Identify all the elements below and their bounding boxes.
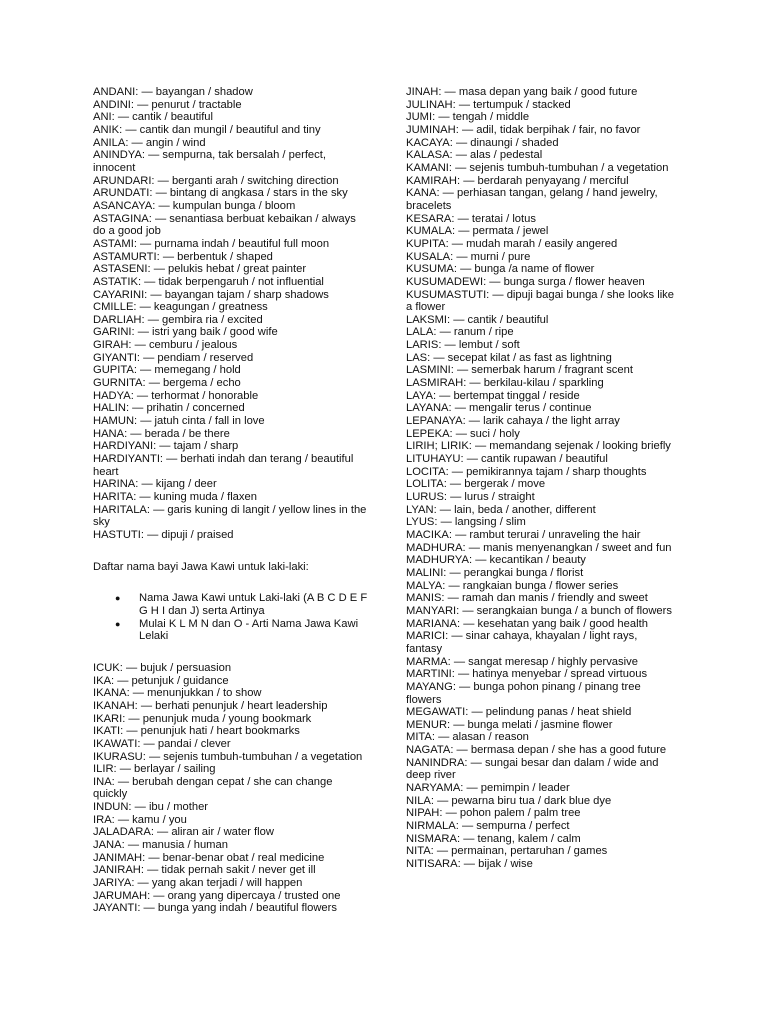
name-entry: LITUHAYU: — cantik rupawan / beautiful [406, 453, 608, 466]
list-item[interactable] [93, 592, 368, 617]
link-list [93, 592, 368, 643]
name-entry: GARINI: — istri yang baik / good wife [93, 326, 278, 339]
name-entry: LAYA: — bertempat tinggal / reside [406, 389, 580, 402]
name-entry: ANINDYA: — sempurna, tak bersalah / perfect, innocent [93, 149, 326, 174]
name-entry: NANINDRA: — sungai besar dan dalam / wide and deep river [406, 756, 659, 782]
name-entry: GURNITA: — bergema / echo [93, 377, 241, 390]
name-entry: HARDIYANI: — tajam / sharp [93, 440, 239, 453]
name-entry: JAYANTI: — bunga yang indah / beautiful flowers [93, 902, 337, 915]
name-entry: CMILLE: — keagungan / greatness [93, 301, 268, 314]
name-entry: MALINI: — perangkai bunga / florist [406, 566, 584, 579]
name-entry: NARYAMA: — pemimpin / leader [406, 782, 570, 795]
name-entry: NILA: — pewarna biru tua / dark blue dye [406, 794, 612, 807]
name-entry: JANIMAH: — benar-benar obat / real medicine [93, 851, 325, 864]
name-entry: KUSUMADEWI: — bunga surga / flower heaven [406, 275, 645, 288]
name-entry: ASTASENI: — pelukis hebat / great painter [93, 263, 307, 276]
name-entry: KESARA: — teratai / lotus [406, 212, 536, 225]
name-list-j-n [406, 86, 676, 871]
name-entry: GUPITA: — memegang / hold [93, 364, 241, 377]
name-entry: JUMI: — tengah / middle [406, 111, 530, 124]
name-entry: HARITALA: — garis kuning di langit / yellow lines in the sky [93, 503, 367, 529]
name-entry: NAGATA: — bermasa depan / she has a good future [406, 744, 667, 757]
name-entry: ANILA: — angin / wind [93, 136, 206, 149]
bullet-text: Nama Jawa Kawi untuk Laki-laki (A B C D E F G H I dan J) serta Artinya [139, 592, 368, 617]
name-entry: JALADARA: — aliran air / water flow [93, 826, 274, 839]
name-entry: JARIYA: — yang akan terjadi / will happen [93, 877, 303, 890]
name-entry: JARUMAH: — orang yang dipercaya / trusted one [93, 889, 341, 902]
name-entry: MANIS: — ramah dan manis / friendly and sweet [406, 592, 648, 605]
name-entry: HARINA: — kijang / deer [93, 478, 217, 491]
name-entry: NIRMALA: — sempurna / perfect [406, 820, 570, 833]
name-entry: LASMIRAH: — berkilau-kilau / sparkling [406, 377, 604, 390]
name-entry: ANIK: — cantik dan mungil / beautiful and tiny [93, 123, 321, 136]
name-entry: JINAH: — masa depan yang baik / good future [406, 86, 638, 98]
name-entry: ANI: — cantik / beautiful [93, 111, 214, 124]
name-entry: GIYANTI: — pendiam / reserved [93, 351, 254, 364]
name-entry: IKAWATI: — pandai / clever [93, 737, 231, 750]
spacer [93, 643, 368, 662]
name-entry: KANA: — perhiasan tangan, gelang / hand jewelry, bracelets [406, 187, 658, 212]
name-entry: IKURASU: — sejenis tumbuh-tumbuhan / a vegetation [93, 750, 363, 763]
name-entry: KAMANI: — sejenis tumbuh-tumbuhan / a vegetation [406, 161, 669, 174]
name-entry: LURUS: — lurus / straight [406, 491, 535, 503]
name-entry: LALA: — ranum / ripe [406, 326, 514, 339]
name-entry: ASTATIK: — tidak berpengaruh / not influential [93, 275, 324, 288]
name-entry: MITA: — alasan / reason [406, 731, 529, 744]
name-entry: MENUR: — bunga melati / jasmine flower [406, 718, 613, 731]
name-entry: KALASA: — alas / pedestal [406, 149, 543, 162]
name-entry: MARIANA: — kesehatan yang baik / good health [406, 617, 648, 630]
name-entry: ANDINI: — penurut / tractable [93, 98, 242, 111]
name-entry: INA: — berubah dengan cepat / she can change quickly [93, 775, 333, 801]
name-entry: IKANAH: — berhati penunjuk / heart leadership [93, 699, 328, 712]
name-list-female-a-h [93, 86, 368, 542]
name-entry: MADHURYA: — kecantikan / beauty [406, 554, 586, 567]
name-entry: ASTAGINA: — senantiasa berbuat kebaikan / always do a good job [93, 212, 356, 238]
name-entry: ASTAMI: — purnama indah / beautiful full moon [93, 237, 330, 250]
name-entry: HARITA: — kuning muda / flaxen [93, 491, 257, 503]
name-entry: NISMARA: — tenang, kalem / calm [406, 832, 581, 845]
name-entry: LAYANA: — mengalir terus / continue [406, 402, 592, 415]
name-entry: ILIR: — berlayar / sailing [93, 763, 216, 776]
name-entry: MARICI: — sinar cahaya, khayalan / light rays, fantasy [406, 630, 638, 655]
name-entry: JUMINAH: — adil, tidak berpihak / fair, no favor [406, 123, 641, 136]
name-entry: MEGAWATI: — pelindung panas / heat shield [406, 706, 632, 719]
bullet-icon: ● [115, 618, 121, 629]
name-entry: KUMALA: — permata / jewel [406, 225, 549, 238]
name-entry: KACAYA: — dinaungi / shaded [406, 136, 559, 149]
name-entry: LAS: — secepat kilat / as fast as lightning [406, 351, 612, 364]
name-entry: LEPANAYA: — larik cahaya / the light array [406, 415, 620, 428]
name-entry: NITISARA: — bijak / wise [406, 858, 533, 871]
name-entry: LASMINI: — semerbak harum / fragrant scent [406, 364, 633, 377]
name-entry: MADHURA: — manis menyenangkan / sweet and fun [406, 541, 672, 554]
name-entry: KAMIRAH: — berdarah penyayang / merciful [406, 174, 629, 187]
bullet-text: Mulai K L M N dan O - Arti Nama Jawa Kawi Lelaki [139, 617, 359, 643]
name-entry: LOCITA: — pemikirannya tajam / sharp thoughts [406, 465, 647, 478]
name-entry: ANDANI: — bayangan / shadow [93, 86, 253, 98]
name-entry: LYUS: — langsing / slim [406, 516, 526, 529]
list-item[interactable] [93, 618, 368, 643]
name-entry: MARMA: — sangat meresap / highly pervasive [406, 655, 638, 668]
name-entry: KUSUMA: — bunga /a name of flower [406, 263, 595, 276]
name-entry: JULINAH: — tertumpuk / stacked [406, 98, 571, 111]
name-entry: DARLIAH: — gembira ria / excited [93, 313, 263, 326]
name-entry: LYAN: — lain, beda / another, different [406, 503, 596, 516]
name-entry: HANA: — berada / be there [93, 427, 230, 440]
name-entry: KUPITA: — mudah marah / easily angered [406, 237, 618, 250]
name-entry: ARUNDATI: — bintang di angkasa / stars in the sky [93, 187, 348, 200]
name-entry: NITA: — permainan, pertaruhan / games [406, 845, 608, 858]
name-entry: HADYA: — terhormat / honorable [93, 389, 259, 402]
name-entry: ARUNDARI: — berganti arah / switching direction [93, 174, 339, 187]
name-entry: INDUN: — ibu / mother [93, 801, 209, 814]
name-entry: IKATI: — penunjuk hati / heart bookmarks [93, 725, 300, 738]
name-entry: LOLITA: — bergerak / move [406, 478, 546, 491]
name-entry: LEPEKA: — suci / holy [406, 427, 520, 440]
name-entry: HASTUTI: — dipuji / praised [93, 528, 234, 541]
name-entry: HAMUN: — jatuh cinta / fall in love [93, 415, 265, 428]
name-entry: MARTINI: — hatinya menyebar / spread virtuous [406, 668, 648, 681]
left-column [93, 86, 368, 915]
name-entry: IKARI: — penunjuk muda / young bookmark [93, 712, 312, 725]
name-entry: HALIN: — prihatin / concerned [93, 402, 245, 415]
right-column [406, 86, 676, 871]
bullet-icon: ● [115, 593, 121, 604]
name-entry: ASTAMURTI: — berbentuk / shaped [93, 250, 273, 263]
name-list-i-j [93, 662, 368, 915]
name-entry: LIRIH; LIRIK: — memandang sejenak / looking briefly [406, 440, 671, 453]
name-entry: GIRAH: — cemburu / jealous [93, 339, 238, 352]
name-entry: JANIRAH: — tidak pernah sakit / never get ill [93, 864, 316, 877]
section-heading: Daftar nama bayi Jawa Kawi untuk laki-laki: [93, 560, 309, 573]
name-entry: IKANA: — menunjukkan / to show [93, 687, 262, 700]
name-entry: MACIKA: — rambut terurai / unraveling the hair [406, 528, 641, 541]
name-entry: ICUK: — bujuk / persuasion [93, 661, 232, 674]
name-entry: KUSUMASTUTI: — dipuji bagai bunga / she looks like a flower [406, 288, 674, 314]
name-entry: CAYARINI: — bayangan tajam / sharp shadows [93, 288, 329, 301]
name-entry: MALYA: — rangkaian bunga / flower series [406, 579, 619, 592]
name-entry: IRA: — kamu / you [93, 813, 187, 826]
name-entry: HARDIYANTI: — berhati indah dan terang / beautiful heart [93, 453, 354, 478]
spacer [93, 542, 368, 561]
name-entry: NIPAH: — pohon palem / palm tree [406, 807, 581, 820]
spacer [93, 573, 368, 592]
name-entry: MANYARI: — serangkaian bunga / a bunch of flowers [406, 604, 672, 617]
name-entry: KUSALA: — murni / pure [406, 250, 531, 263]
name-entry: IKA: — petunjuk / guidance [93, 674, 229, 687]
name-entry: LAKSMI: — cantik / beautiful [406, 313, 549, 326]
name-entry: ASANCAYA: — kumpulan bunga / bloom [93, 199, 296, 212]
name-entry: MAYANG: — bunga pohon pinang / pinang tree flowers [406, 680, 641, 706]
name-entry: LARIS: — lembut / soft [406, 339, 520, 352]
name-entry: JANA: — manusia / human [93, 839, 228, 852]
